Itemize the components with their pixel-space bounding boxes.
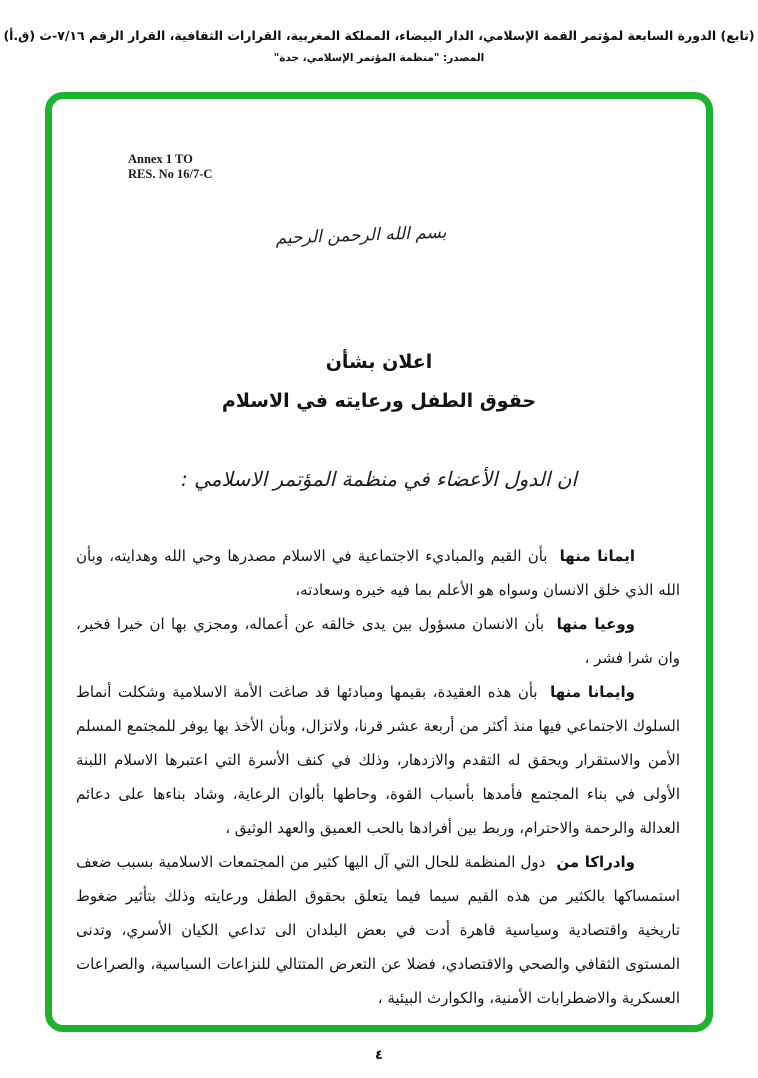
- paragraph-lead: ايمانا منها: [559, 547, 635, 565]
- title-line-1: اعلان بشأن: [325, 351, 433, 373]
- header-publisher-line: المصدر: "منظمة المؤتمر الإسلامي، جدة": [273, 52, 485, 64]
- annex-reference: [128, 152, 212, 182]
- annex-line-1: Annex 1 TO: [128, 152, 193, 166]
- paragraph: [76, 845, 680, 1015]
- bismillah-calligraphy: بسم الله الرحمن الرحيم: [275, 222, 447, 249]
- paragraph: [76, 539, 680, 607]
- header-source-line: (تابع) الدورة السابعة لمؤتمر القمة الإسلامي، الدار البيضاء، المملكة المغربية، القرارات الثقافية، القرار الرقم ٧/١٦-ث (ق.أ): [3, 28, 755, 43]
- paragraph-text: بأن الانسان مسؤول بين يدى خالقه عن أعماله، ومجزي بها ان خيرا فخير، وان شرا فشر ،: [76, 615, 680, 667]
- title-line-2: حقوق الطفل ورعايته في الاسلام: [221, 390, 537, 412]
- declaration-title: [52, 351, 706, 412]
- paragraph-text: دول المنظمة للحال التي آل اليها كثير من المجتمعات الاسلامية بسبب ضعف استمساكها بالكثير من هذه القيم سيما فيما يتعلق بحقوق الطفل ورعايته وذلك بتأثير ضغوط تاريخية واقتصادية وسياسية قاهرة أدت في بعض البلدان الى تداعي الكيان الأسري، وتدنى المستوى الثقافي والصحي والاقتصادي، فضلا عن التعرض المتتالي للنزاعات السياسية، والصراعات العسكرية والاضطرابات الأمنية، والكوارث البيئية ،: [76, 853, 680, 1007]
- paragraph: [76, 675, 680, 845]
- paragraph: [76, 607, 680, 675]
- preamble-line: ان الدول الأعضاء في منظمة المؤتمر الاسلامي :: [181, 467, 577, 491]
- green-border-frame: [45, 92, 713, 1032]
- page-header: [0, 28, 758, 64]
- annex-line-2: RES. No 16/7-C: [128, 167, 213, 181]
- paragraph-text: بأن هذه العقيدة، بقيمها ومبادئها قد صاغت الأمة الاسلامية وشكلت أنماط السلوك الاجتماعي فيها منذ أكثر من أربعة عشر قرنا، ولاتزال، وبأن الأخذ بها يوفر للمجتمع المسلم الأمن والاستقرار ويحقق له التقدم والازدهار، وذلك في كنف الأسرة التي اعتبرها الاسلام اللبنة الأولى في بناء المجتمع فأمدها بأسباب القوة، وحاطها بألوان الرعاية، وشاد بناءها على دعائم العدالة والرحمة والاحترام، وربط بين أفرادها بالحب العميق والعهد الوثيق ،: [76, 683, 680, 837]
- paragraph-lead: ووعيا منها: [556, 615, 635, 633]
- declaration-body: [76, 539, 680, 1015]
- paragraph-text: بأن القيم والمباديء الاجتماعية في الاسلام مصدرها وحي الله وهدايته، وبأن الله الذي خلق الانسان وسواه هو الأعلم بما فيه خيره وسعادته،: [76, 547, 680, 599]
- paragraph-lead: وادراكا من: [556, 853, 635, 871]
- page-number: ٤: [375, 1048, 383, 1063]
- paragraph-lead: وايمانا منها: [550, 683, 635, 701]
